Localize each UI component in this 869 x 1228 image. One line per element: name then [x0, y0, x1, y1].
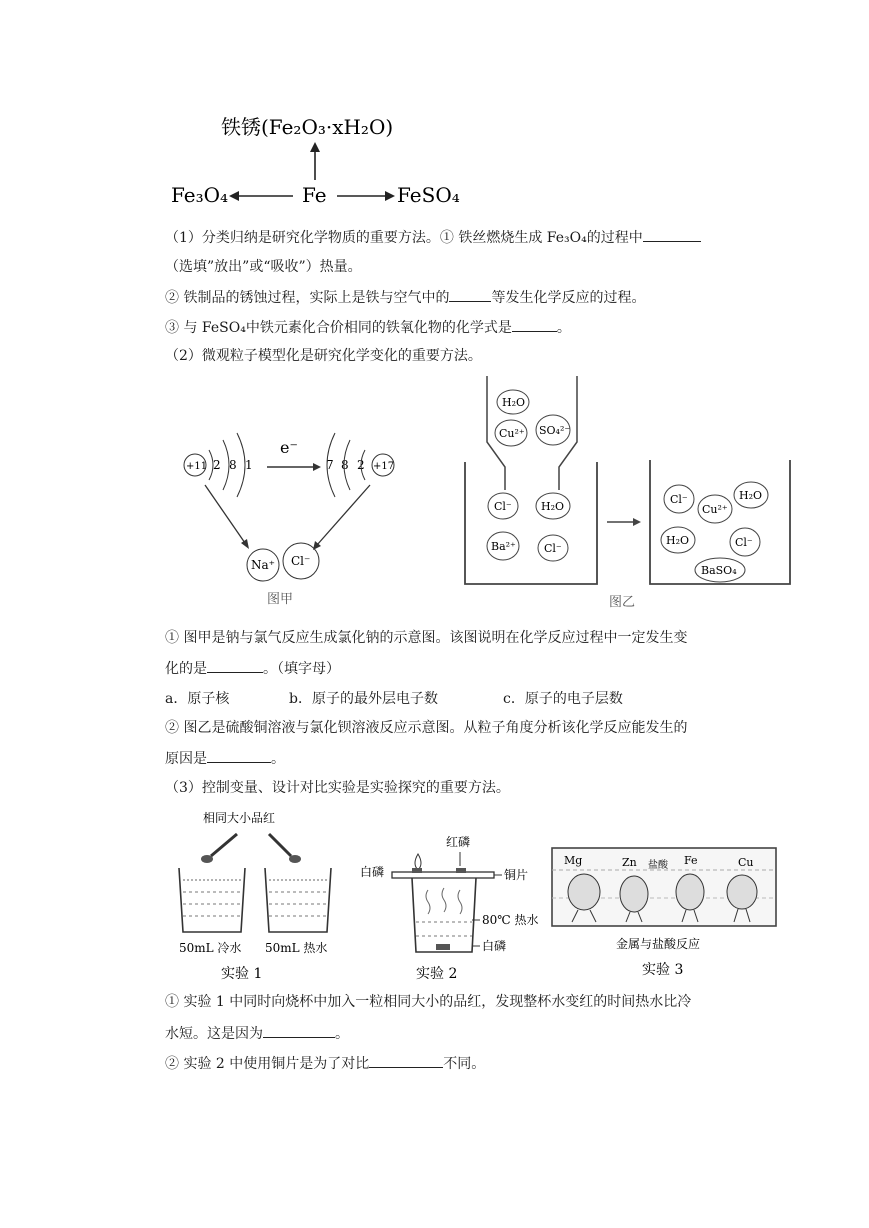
- exp2-hot-water-label: 80℃ 热水: [482, 913, 539, 927]
- figure-yi-caption: 图乙: [609, 595, 636, 610]
- q3-blank-1[interactable]: [263, 1023, 335, 1038]
- q2-item1-text: ① 图甲是钠与氯气反应生成氯化钠的示意图。该图说明在化学反应过程中一定发生变: [165, 630, 688, 646]
- fe-center: Fe: [302, 183, 327, 207]
- exp2-white-p-top-label: 白磷: [360, 865, 385, 879]
- right-h2o-2-label: H₂O: [666, 534, 690, 547]
- rust-formula: 铁锈(Fe₂O₃·xH₂O): [221, 115, 394, 139]
- metal-cu: Cu: [738, 856, 754, 869]
- right-h2o-1-label: H₂O: [739, 489, 763, 502]
- q2-blank-2[interactable]: [207, 748, 271, 763]
- q2-line2: [165, 658, 340, 679]
- metal-fe: Fe: [684, 854, 698, 867]
- option-a[interactable]: a．原子核: [165, 691, 230, 707]
- q2-options: [165, 689, 623, 709]
- na-shell-2: 8: [229, 458, 237, 472]
- option-c[interactable]: c．原子的电子层数: [503, 691, 623, 707]
- q1-blank-3[interactable]: [512, 317, 557, 332]
- q1-intro-text: （1）分类归纳是研究化学物质的重要方法。① 铁丝燃烧生成 Fe₃O₄的过程中: [165, 230, 643, 246]
- q2-line4: [165, 748, 285, 769]
- cl-shell-3: 2: [357, 458, 365, 472]
- left-ba-label: Ba²⁺: [491, 540, 516, 553]
- metal-mg: Mg: [564, 854, 583, 867]
- exp3-caption: 实验 3: [642, 962, 684, 978]
- q3-line2: [165, 1023, 349, 1044]
- cl-ion-label: Cl⁻: [291, 554, 311, 568]
- right-cl-2-label: Cl⁻: [735, 536, 753, 549]
- exp1-caption: 实验 1: [221, 966, 263, 982]
- q3-intro-text: （3）控制变量、设计对比实验是实验探究的重要方法。: [165, 780, 510, 796]
- q2-item2-text-3: 。: [271, 751, 285, 767]
- iron-scheme-figure: [165, 100, 465, 215]
- q3-item1-text-2: 水短。这是因为: [165, 1026, 263, 1042]
- q1-intro-text-2: （选填”放出”或“吸收”）热量。: [165, 259, 362, 275]
- q1-item2-text: ② 铁制品的锈蚀过程，实际上是铁与空气中的: [165, 290, 450, 306]
- q1-line2: [165, 257, 362, 277]
- q2-line3: [165, 718, 687, 738]
- q2-intro: [165, 346, 482, 366]
- metal-zn: Zn: [622, 856, 637, 869]
- q3-intro: [165, 778, 510, 798]
- na-nucleus-label: +11: [186, 461, 208, 472]
- experiment-1-figure: [165, 806, 355, 986]
- na-shell-1: 2: [213, 458, 221, 472]
- q3-line3: [165, 1053, 485, 1074]
- figure-jia-caption: 图甲: [267, 592, 294, 607]
- exp2-red-p-label: 红磷: [446, 835, 471, 849]
- exp1-top-label: 相同大小品红: [203, 811, 276, 825]
- cl-shell-1: 7: [326, 458, 334, 472]
- experiment-2-figure: [360, 832, 545, 982]
- left-h2o-label: H₂O: [541, 500, 565, 513]
- electron-label: e⁻: [280, 438, 298, 457]
- exp1-cold-label: 50mL 冷水: [179, 941, 242, 955]
- left-cl-2-label: Cl⁻: [544, 542, 562, 555]
- q2-item2-text: ② 图乙是硫酸铜溶液与氯化钡溶液反应示意图。从粒子角度分析该化学反应能发生的: [165, 720, 688, 736]
- cl-shell-2: 8: [341, 458, 349, 472]
- q2-item1-text-3: 。（填字母）: [263, 661, 340, 677]
- exp1-hot-label: 50mL 热水: [265, 941, 328, 955]
- q3-blank-2[interactable]: [369, 1053, 443, 1068]
- q3-line1: [165, 992, 691, 1012]
- experiment-3-figure: [550, 846, 780, 980]
- q3-item2-text: ② 实验 2 中使用铜片是为了对比: [165, 1056, 370, 1072]
- q3-item1-text: ① 实验 1 中同时向烧杯中加入一粒相同大小的品红，发现整杯水变红的时间热水比冷: [165, 994, 692, 1010]
- q2-intro-text: （2）微观粒子模型化是研究化学变化的重要方法。: [165, 348, 482, 364]
- left-cl-1-label: Cl⁻: [494, 500, 512, 513]
- exp2-copper-label: 铜片: [504, 868, 529, 882]
- q1-item3-text-2: 。: [556, 320, 571, 336]
- q2-item1-text-2: 化的是: [165, 661, 207, 677]
- dropper-so4-label: SO₄²⁻: [539, 424, 571, 437]
- na-shell-3: 1: [245, 458, 253, 472]
- q1-blank-2[interactable]: [449, 287, 491, 302]
- right-baso4-label: BaSO₄: [701, 564, 737, 577]
- figure-jia: [165, 395, 425, 615]
- q2-item2-text-2: 原因是: [165, 751, 207, 767]
- hcl-label: 盐酸: [648, 860, 668, 871]
- na-ion-label: Na⁺: [251, 558, 275, 572]
- right-cl-1-label: Cl⁻: [670, 493, 688, 506]
- q1-line1: [165, 227, 701, 248]
- q1-blank-1[interactable]: [643, 227, 701, 242]
- q3-item1-text-3: 。: [335, 1026, 349, 1042]
- q1-line3: [165, 287, 645, 308]
- feso4-label: FeSO₄: [397, 183, 460, 207]
- dropper-cu-label: Cu²⁺: [499, 427, 525, 440]
- exp2-caption: 实验 2: [416, 966, 458, 982]
- q2-blank-1[interactable]: [207, 658, 263, 673]
- exp2-white-p-bottom-label: 白磷: [482, 939, 507, 953]
- dropper-h2o-label: H₂O: [502, 396, 526, 409]
- q2-line1: [165, 628, 687, 648]
- q1-line4: [165, 317, 571, 338]
- q1-item3-text: ③ 与 FeSO₄中铁元素化合价相同的铁氧化物的化学式是: [165, 320, 512, 336]
- q1-item2-text-2: 等发生化学反应的过程。: [491, 290, 646, 306]
- option-b[interactable]: b．原子的最外层电子数: [289, 691, 438, 707]
- q3-item2-text-2: 不同。: [443, 1056, 486, 1072]
- figure-yi: [435, 372, 805, 620]
- exp3-subtitle: 金属与盐酸反应: [616, 937, 701, 951]
- right-cu-label: Cu²⁺: [702, 503, 728, 516]
- cl-nucleus-label: +17: [373, 461, 395, 472]
- fe3o4-label: Fe₃O₄: [171, 183, 229, 207]
